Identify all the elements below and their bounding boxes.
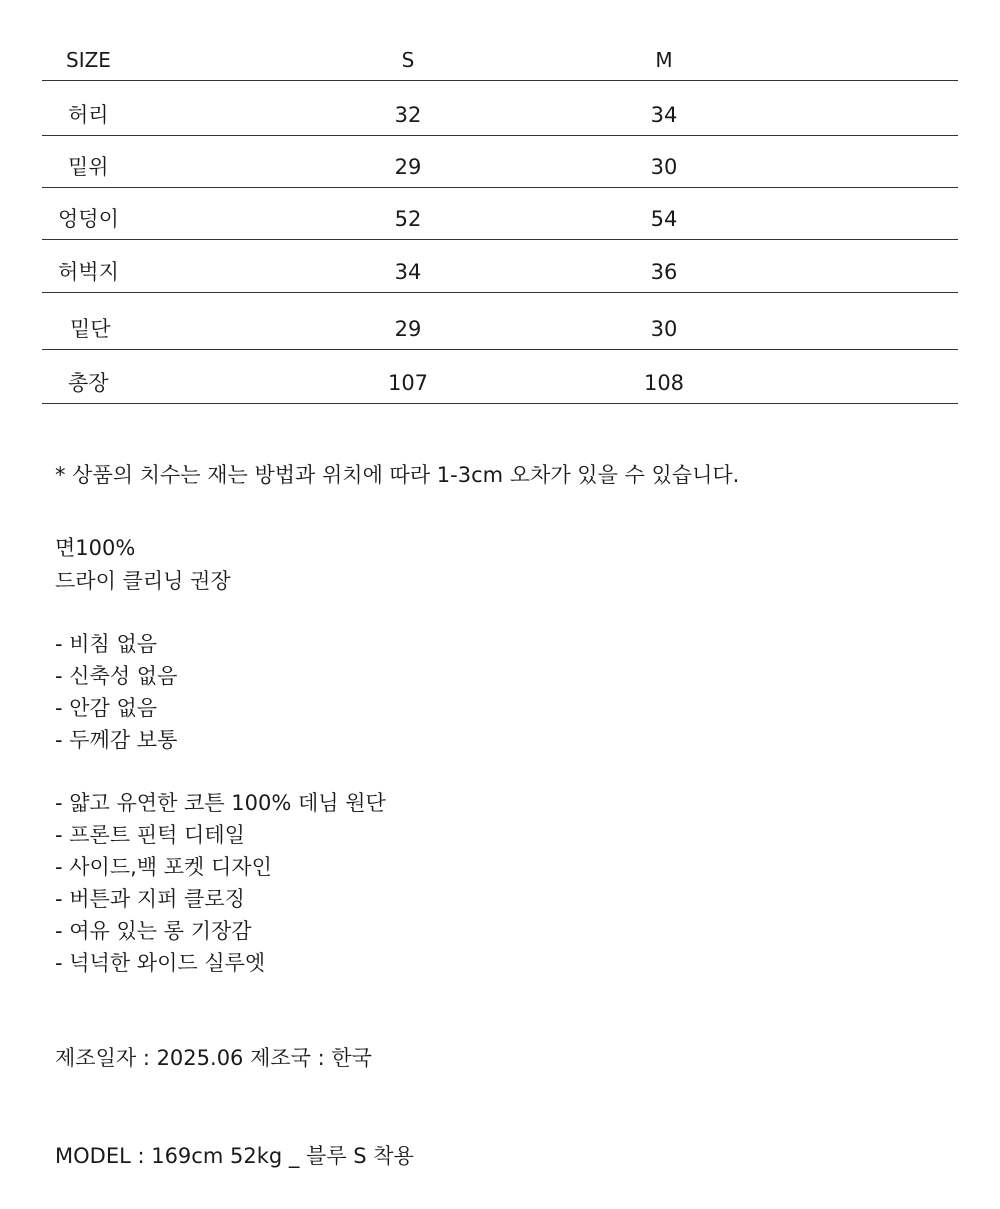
care-text: 드라이 클리닝 권장 <box>55 569 231 593</box>
row-label: 엉덩이 <box>58 207 119 231</box>
table-row: 허벅지 34 36 <box>42 240 958 293</box>
table-row: 총장 107 108 <box>42 350 958 404</box>
header-size: SIZE <box>66 48 111 72</box>
property-item: - 두께감 보통 <box>55 728 178 752</box>
material-text: 면100% <box>55 536 136 560</box>
row-label: 밑단 <box>70 317 111 341</box>
property-item: - 신축성 없음 <box>55 664 178 688</box>
size-table-header: SIZE S M <box>42 44 958 81</box>
row-label: 총장 <box>68 371 109 395</box>
feature-item: - 여유 있는 롱 기장감 <box>55 919 252 943</box>
table-row: 허리 32 34 <box>42 81 958 136</box>
size-table <box>42 44 958 404</box>
table-row: 엉덩이 52 54 <box>42 188 958 240</box>
feature-item: - 프론트 핀턱 디테일 <box>55 823 245 847</box>
measurement-disclaimer: * 상품의 치수는 재는 방법과 위치에 따라 1-3cm 오차가 있을 수 있습니다. <box>55 463 740 487</box>
property-item: - 비침 없음 <box>55 632 158 656</box>
feature-item: - 사이드,백 포켓 디자인 <box>55 855 272 879</box>
row-label: 밑위 <box>68 155 109 179</box>
feature-item: - 얇고 유연한 코튼 100% 데님 원단 <box>55 791 386 815</box>
property-item: - 안감 없음 <box>55 696 158 720</box>
row-label: 허리 <box>68 103 109 127</box>
feature-item: - 버튼과 지퍼 클로징 <box>55 887 245 911</box>
feature-item: - 넉넉한 와이드 실루엣 <box>55 951 266 975</box>
model-info: MODEL : 169cm 52kg _ 블루 S 착용 <box>55 1144 414 1168</box>
row-label: 허벅지 <box>58 260 119 284</box>
table-row: 밑단 29 30 <box>42 293 958 350</box>
table-row: 밑위 29 30 <box>42 136 958 188</box>
manufacture-info: 제조일자 : 2025.06 제조국 : 한국 <box>55 1046 372 1070</box>
